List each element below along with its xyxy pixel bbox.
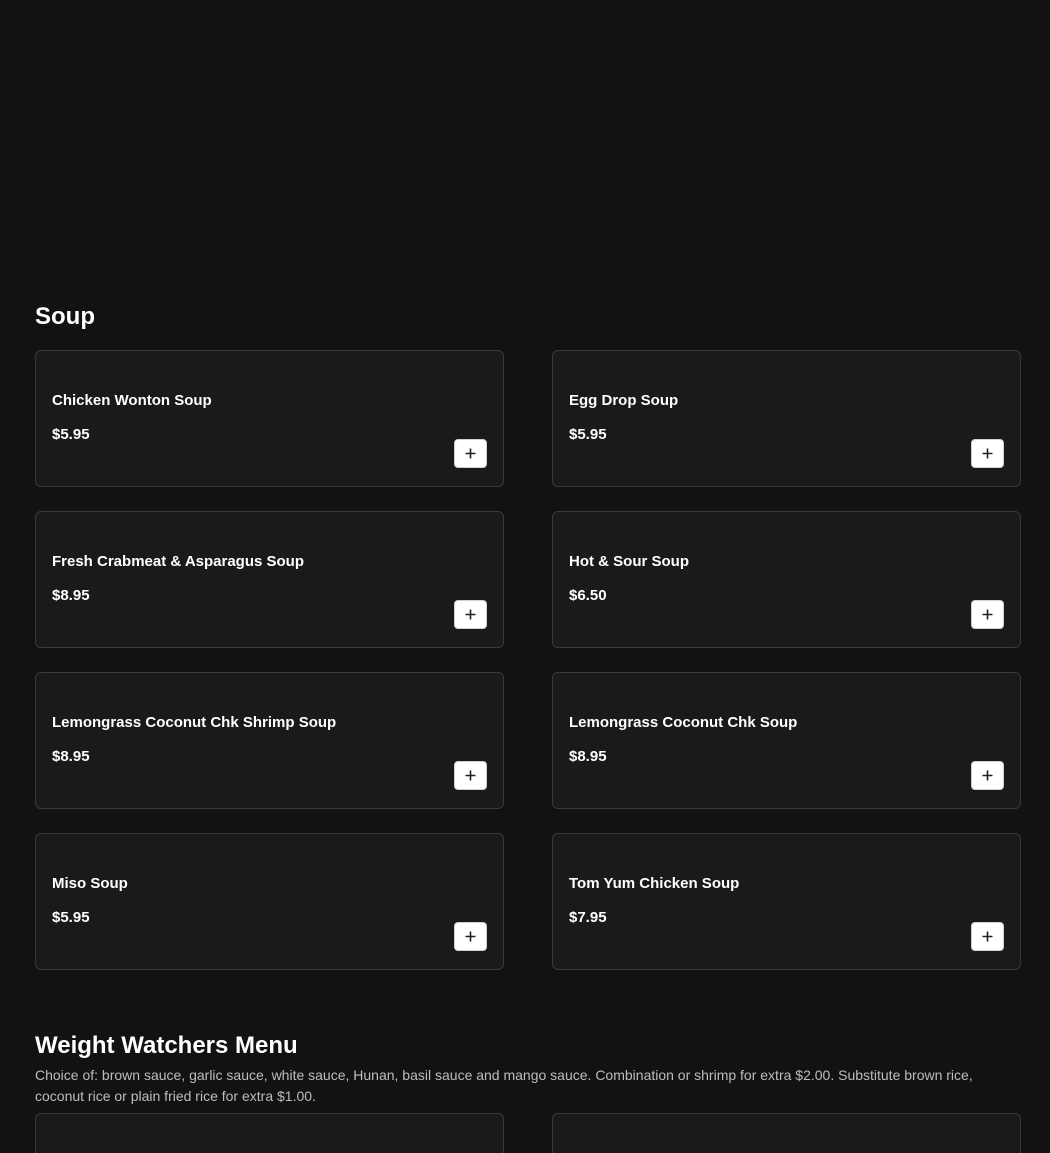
- menu-item-card[interactable]: [35, 672, 504, 809]
- plus-icon: [465, 770, 476, 781]
- plus-icon: [465, 448, 476, 459]
- plus-icon: [982, 448, 993, 459]
- menu-item-price: $6.50: [569, 587, 607, 604]
- menu-item-card[interactable]: [552, 511, 1021, 648]
- menu-item-name: Lemongrass Coconut Chk Soup: [569, 714, 798, 731]
- section-description: Choice of: brown sauce, garlic sauce, white sauce, Hunan, basil sauce and mango sauce. Combination or shrimp for extra $2.00. Substitute brown rice, coconut rice or plain fried rice for extra $1.00.: [35, 1067, 973, 1104]
- soup-section: [35, 300, 1021, 970]
- menu-item-name: Miso Soup: [52, 875, 128, 892]
- menu-item-card[interactable]: [35, 833, 504, 970]
- plus-icon: [465, 931, 476, 942]
- menu-item-price: $8.95: [52, 587, 90, 604]
- add-item-button[interactable]: [454, 600, 487, 629]
- menu-item-name: Chicken Wonton Soup: [52, 392, 212, 409]
- menu-item-card[interactable]: [35, 511, 504, 648]
- add-item-button[interactable]: [971, 761, 1004, 790]
- add-item-button[interactable]: [971, 439, 1004, 468]
- menu-item-name: Lemongrass Coconut Chk Shrimp Soup: [52, 714, 337, 731]
- plus-icon: [982, 770, 993, 781]
- menu-item-card[interactable]: [552, 833, 1021, 970]
- menu-item-name: Hot & Sour Soup: [569, 553, 689, 570]
- menu-item-card[interactable]: [552, 350, 1021, 487]
- menu-item-price: $8.95: [569, 748, 607, 765]
- menu-item-name: Fresh Crabmeat & Asparagus Soup: [52, 553, 305, 570]
- add-item-button[interactable]: [454, 761, 487, 790]
- add-item-button[interactable]: [971, 922, 1004, 951]
- plus-icon: [982, 931, 993, 942]
- weight-watchers-items-grid: [35, 1113, 1021, 1153]
- weight-watchers-section: [35, 1029, 1021, 1153]
- section-title-soup: Soup: [35, 303, 95, 330]
- menu-item-card[interactable]: [552, 1113, 1021, 1153]
- menu-item-name: Tom Yum Chicken Soup: [569, 875, 740, 892]
- menu-item-price: $5.95: [52, 909, 90, 926]
- add-item-button[interactable]: [454, 922, 487, 951]
- plus-icon: [465, 609, 476, 620]
- plus-icon: [982, 609, 993, 620]
- menu-item-card[interactable]: [35, 1113, 504, 1153]
- menu-item-price: $5.95: [569, 426, 607, 443]
- menu-item-price: $5.95: [52, 426, 90, 443]
- add-item-button[interactable]: [971, 600, 1004, 629]
- menu-item-price: $8.95: [52, 748, 90, 765]
- menu-item-card[interactable]: [552, 672, 1021, 809]
- menu-item-card[interactable]: [35, 350, 504, 487]
- menu-item-price: $7.95: [569, 909, 607, 926]
- section-title-weight-watchers: Weight Watchers Menu: [35, 1032, 298, 1059]
- soup-items-grid: [35, 350, 1021, 970]
- add-item-button[interactable]: [454, 439, 487, 468]
- menu-item-name: Egg Drop Soup: [569, 392, 679, 409]
